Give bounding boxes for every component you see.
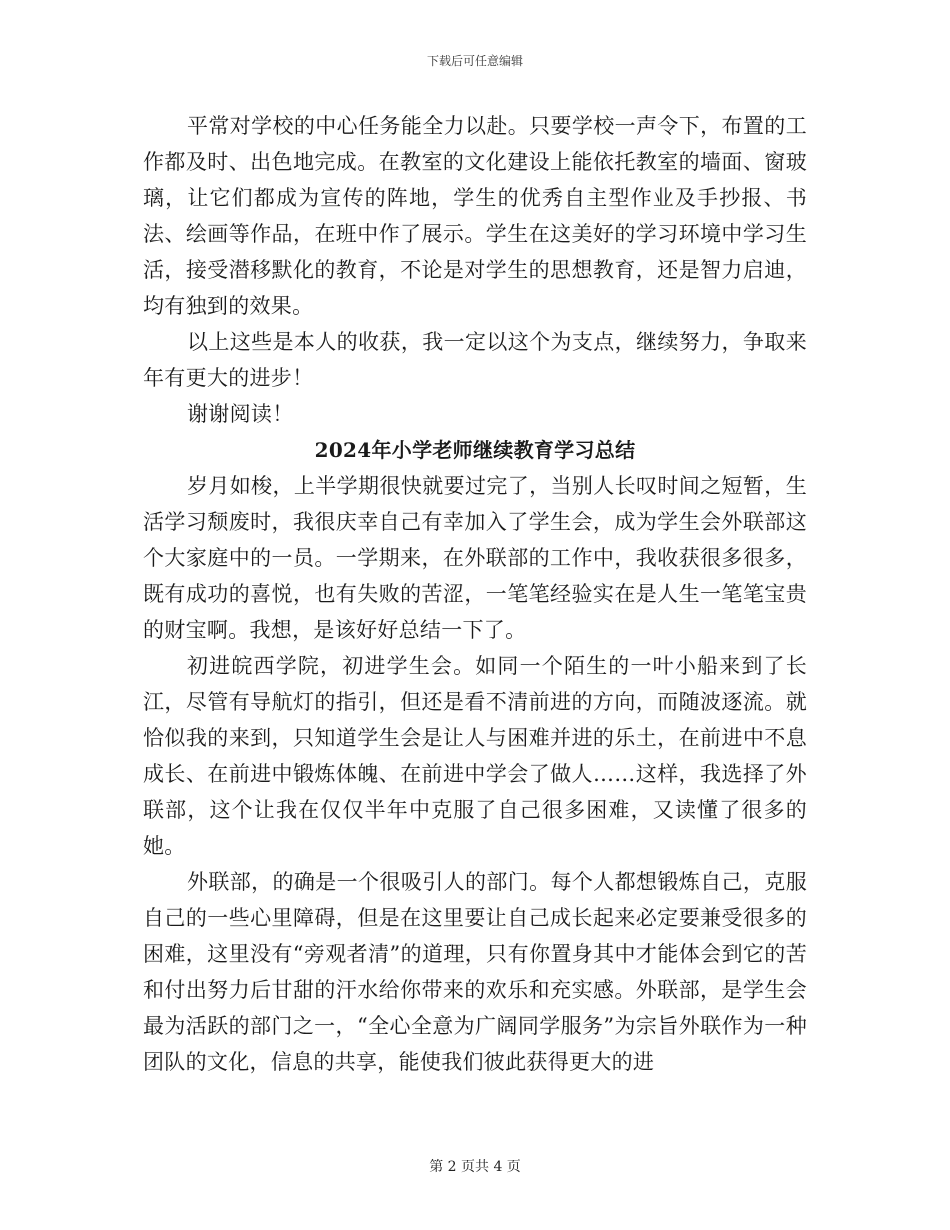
section-title: 2024年小学老师继续教育学习总结 [314, 438, 636, 462]
paragraph-school-tasks: 平常对学校的中心任务能全力以赴。只要学校一声令下，布置的工作都及时、出色地完成。在教室的文化建设上能依托教室的墙面、窗玻璃，让它们都成为宣传的阵地，学生的优秀自主型作业及手抄报、书法、绘画等作品，在班中作了展示。学生在这美好的学习环境中学习生活，接受潜移默化的教育，不论是对学生的思想教育，还是智力启迪，均有独到的效果。 [143, 114, 807, 318]
paragraph-harvest: 以上这些是本人的收获，我一定以这个为支点，继续努力，争取来年有更大的进步！ [143, 330, 807, 390]
page-footer: 第 2 页共 4 页 [429, 1159, 521, 1175]
paragraph-thanks: 谢谢阅读！ [187, 402, 294, 426]
page-header: 下载后可任意编辑 [426, 54, 523, 68]
paragraph-time-flies: 岁月如梭，上半学期很快就要过完了，当别人长叹时间之短暂，生活学习颓废时，我很庆幸自己有幸加入了学生会，成为学生会外联部这个大家庭中的一员。一学期来，在外联部的工作中，我收获很多很多，既有成功的喜悦，也有失败的苦涩，一笔笔经验实在是人生一笔笔宝贵的财宝啊。我想，是该好好总结一下了。 [143, 474, 807, 642]
paragraph-first-entry: 初进皖西学院，初进学生会。如同一个陌生的一叶小船来到了长江，尽管有导航灯的指引，但还是看不清前进的方向，而随波逐流。就恰似我的来到，只知道学生会是让人与困难并进的乐土，在前进中不息成长、在前进中锻炼体魄、在前进中学会了做人……这样，我选择了外联部，这个让我在仅仅半年中克服了自己很多困难，又读懂了很多的她。 [143, 654, 807, 858]
document-body [143, 108, 807, 1080]
paragraph-outreach-dept: 外联部，的确是一个很吸引人的部门。每个人都想锻炼自己，克服自己的一些心里障碍，但是在这里要让自己成长起来必定要兼受很多的困难，这里没有“旁观者清”的道理，只有你置身其中才能体会到它的苦和付出努力后甘甜的汗水给你带来的欢乐和充实感。外联部，是学生会最为活跃的部门之一，“全心全意为广阔同学服务”为宗旨外联作为一种团队的文化，信息的共享，能使我们彼此获得更大的进 [143, 870, 807, 1074]
